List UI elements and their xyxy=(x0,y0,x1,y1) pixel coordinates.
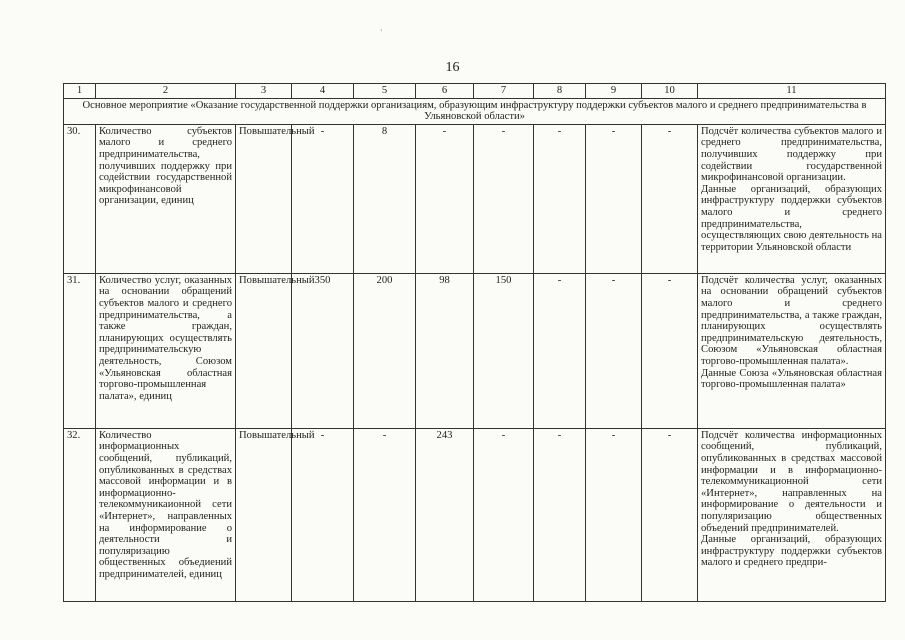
value-cell: - xyxy=(642,428,698,601)
value-cell: - xyxy=(586,428,642,601)
value-cell: - xyxy=(534,273,586,428)
row-number: 30. xyxy=(64,124,96,273)
row-number: 32. xyxy=(64,428,96,601)
value-cell: - xyxy=(354,428,416,601)
indicator-name: Количество услуг, оказанных на основании обращений субъектов малого и среднего предпринимательства, а также граждан, планирующих осуществлять предпринимательскую деятельность, Союзом «Ульяновская областная торгово-промышленная палата», единиц xyxy=(96,273,236,428)
value-cell: 98 xyxy=(416,273,474,428)
page-number: 16 xyxy=(445,60,460,75)
header-cell: 2 xyxy=(96,84,236,99)
header-cell: 3 xyxy=(236,84,292,99)
table-row xyxy=(64,273,886,428)
value-cell: 200 xyxy=(354,273,416,428)
header-cell: 5 xyxy=(354,84,416,99)
value-cell: - xyxy=(292,428,354,601)
value-cell: 150 xyxy=(474,273,534,428)
method-text: Подсчёт количества услуг, оказанных на основании обращений субъектов малого и среднего предпринимательства, а также граждан, планирующих осуществлять предпринимательскую деятельность, Союзом «Ульяновская областная торгово-промышленная палата». xyxy=(701,274,882,367)
indicator-name: Количество информационных сообщений, публикаций, опубликованных в средствах массовой информации и в информационно-телекоммуникаионной сети «Интернет», направленных на информирование о деятельности и популяризацию общественных объедиений предпринимателей, единиц xyxy=(96,428,236,601)
value-cell: - xyxy=(416,124,474,273)
method-source: Данные организаций, образующих инфраструктуру поддержки субъектов малого и среднего предпри- xyxy=(701,534,882,569)
indicator-type: Повышательный xyxy=(236,273,292,428)
header-cell: 11 xyxy=(698,84,886,99)
header-cell: 7 xyxy=(474,84,534,99)
value-cell: - xyxy=(292,124,354,273)
method-cell xyxy=(698,428,886,601)
section-row xyxy=(64,98,886,124)
indicator-type: Повышательный xyxy=(236,428,292,601)
value-cell: 8 xyxy=(354,124,416,273)
scan-speck: · xyxy=(380,26,383,35)
method-source: Данные организаций, образующих инфраструктуру поддержки субъектов малого и среднего предпринимательства, осуществляющих свою деятельность на территории Ульяновской области xyxy=(701,183,882,253)
value-cell: - xyxy=(586,273,642,428)
indicator-type: Повышательный xyxy=(236,124,292,273)
header-cell: 1 xyxy=(64,84,96,99)
header-cell: 10 xyxy=(642,84,698,99)
header-cell: 8 xyxy=(534,84,586,99)
indicator-table xyxy=(63,83,886,602)
table-row xyxy=(64,428,886,601)
method-cell xyxy=(698,273,886,428)
value-cell: - xyxy=(642,124,698,273)
value-cell: - xyxy=(474,124,534,273)
value-cell: - xyxy=(642,273,698,428)
method-cell xyxy=(698,124,886,273)
header-row xyxy=(64,84,886,99)
value-cell: - xyxy=(534,428,586,601)
value-cell: - xyxy=(534,124,586,273)
header-cell: 6 xyxy=(416,84,474,99)
value-cell: - xyxy=(474,428,534,601)
section-title: Основное мероприятие «Оказание государственной поддержки организациям, образующим инфраструктуру поддержки субъектов малого и среднего предпринимательства в Ульяновской области» xyxy=(64,98,886,124)
method-text: Подсчёт количества информационных сообщений, публикаций, опубликованных в средствах массовой информации и в информационно-телекоммуникационной сети «Интернет», направленных на информирование о деятельности и популяризацию общественных объедений предпринимателей. xyxy=(701,429,882,534)
value-cell: 243 xyxy=(416,428,474,601)
method-source: Данные Союза «Ульяновская областная торгово-промышленная палата» xyxy=(701,367,882,391)
table-row xyxy=(64,124,886,273)
value-cell: 350 xyxy=(292,273,354,428)
indicator-name: Количество субъектов малого и среднего предпринимательства, получивших поддержку при содействии государственной микрофинансовой организации, единиц xyxy=(96,124,236,273)
row-number: 31. xyxy=(64,273,96,428)
header-cell: 4 xyxy=(292,84,354,99)
value-cell: - xyxy=(586,124,642,273)
method-text: Подсчёт количества субъектов малого и среднего предпринимательства, получивших поддержку при содействии государственной микрофинансовой организации. xyxy=(701,125,882,184)
header-cell: 9 xyxy=(586,84,642,99)
